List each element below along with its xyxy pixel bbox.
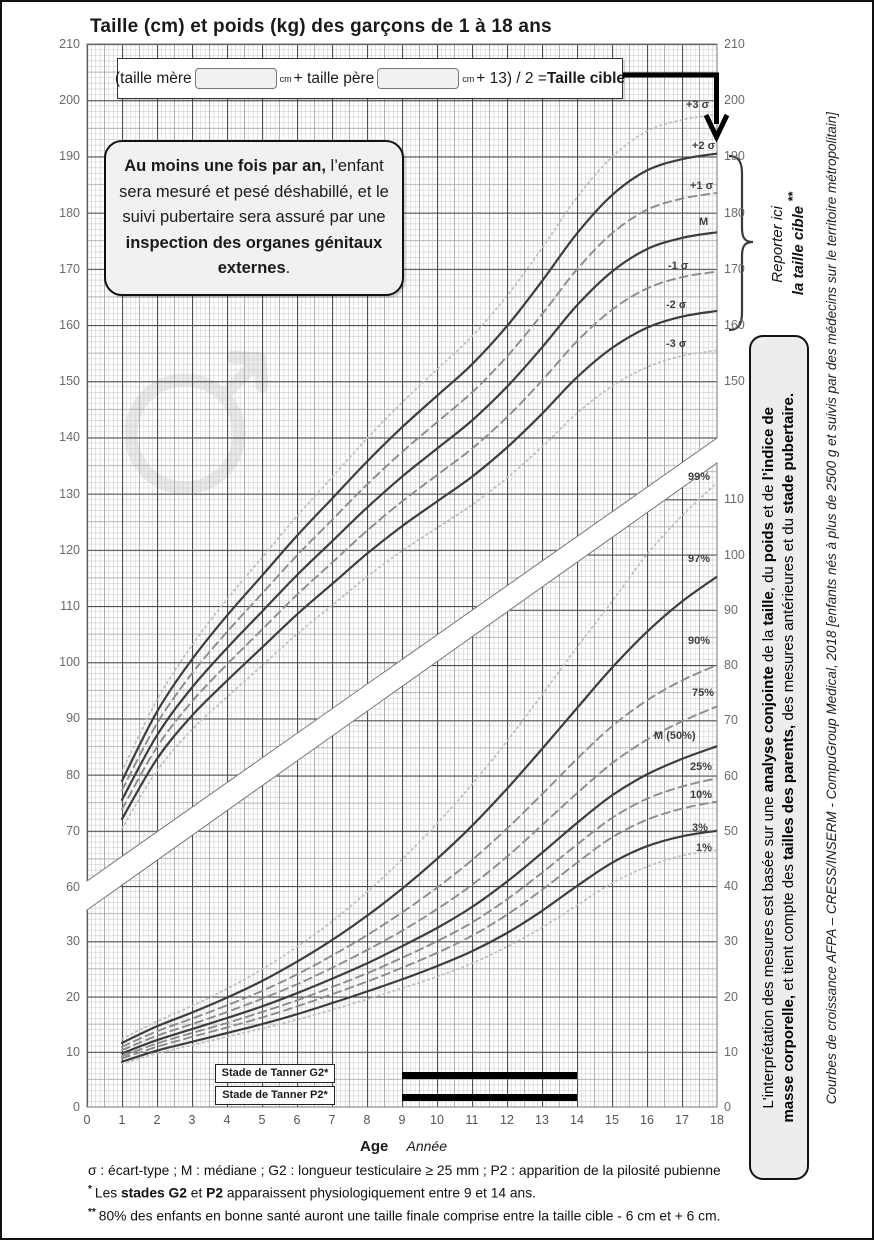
x-axis-tick: 2 [153, 1113, 161, 1127]
formula-part2: + taille père [293, 69, 375, 87]
x-axis-tick: 13 [535, 1113, 549, 1127]
footnote-target-height-marker: ** [88, 1206, 96, 1218]
formula-part3: + 13) / 2 = [476, 69, 547, 87]
weight-axis-tick-right: 50 [724, 823, 738, 838]
weight-axis-tick-right: 40 [724, 879, 738, 893]
weight-axis-tick-left: 30 [66, 934, 80, 949]
reporter-note [765, 158, 811, 330]
annotation-text2: . [285, 259, 291, 278]
height-axis-tick-right: 200 [724, 93, 745, 108]
height-axis-tick-left: 70 [66, 823, 80, 838]
weight-curve-label: 97% [688, 552, 711, 565]
x-axis-tick: 4 [223, 1113, 231, 1127]
height-axis-tick-left: 100 [59, 655, 80, 670]
reporter-line2: la taille cible ** [786, 192, 807, 296]
weight-curve-label: M (50%) [654, 730, 696, 743]
height-axis-tick-right: 210 [724, 37, 745, 51]
credit-caption: Courbes de croissance AFPA – CRESS/INSERM - CompuGroup Medical, 2018 [enfants nés à plus de 2500 g et suivis par des médecins sur le territoire métropolitain] [824, 112, 839, 1105]
height-axis-tick-right: 160 [724, 318, 745, 332]
measurement-annotation-box [104, 140, 404, 296]
x-axis-tick: 9 [398, 1113, 406, 1127]
x-axis-label-age: Age [360, 1138, 389, 1155]
height-curve-label: +2 σ [692, 139, 716, 152]
weight-curve-label: 10% [690, 789, 713, 802]
interpretation-box [749, 335, 809, 1180]
height-curve-label: -3 σ [666, 338, 687, 351]
weight-axis-tick-right: 10 [724, 1044, 738, 1059]
mother-height-input[interactable] [195, 68, 277, 89]
height-axis-tick-left: 130 [59, 486, 80, 501]
weight-curve-label: 3% [692, 821, 708, 834]
x-axis-tick: 10 [430, 1113, 444, 1127]
weight-curve-label: 1% [696, 842, 712, 855]
weight-curve-label: 99% [688, 470, 711, 483]
x-axis-tick: 3 [188, 1113, 196, 1127]
x-axis-tick: 18 [710, 1113, 724, 1127]
height-axis-tick-left: 190 [59, 149, 80, 164]
height-curve-label: -1 σ [668, 259, 689, 272]
mother-height-unit: cm [279, 73, 292, 84]
height-axis-tick-left: 180 [59, 205, 80, 220]
x-axis-tick: 6 [293, 1113, 301, 1127]
height-axis-tick-left: 150 [59, 374, 80, 389]
x-axis-label-unit: Année [406, 1138, 447, 1154]
weight-curve-label: 90% [688, 635, 711, 647]
father-height-input[interactable] [377, 68, 459, 89]
weight-axis-tick-right: 60 [724, 768, 738, 783]
footnote-target-height: ** 80% des enfants en bonne santé auront une taille finale comprise entre la taille cible - 6 cm et + 6 cm. [88, 1206, 721, 1224]
height-axis-tick-left: 110 [60, 599, 80, 613]
x-axis-tick: 5 [258, 1113, 266, 1127]
x-axis-tick: 14 [570, 1113, 584, 1127]
weight-axis-tick-right: 30 [724, 934, 738, 949]
weight-axis-tick-right: 20 [724, 989, 738, 1004]
formula-result: Taille cible [546, 69, 626, 87]
annotation-bold2: inspection des organes génitaux externes [125, 233, 383, 278]
weight-curve-label: 25% [690, 761, 713, 774]
weight-axis-tick-right: 110 [724, 492, 744, 507]
x-axis-label [360, 1138, 447, 1155]
height-axis-tick-left: 160 [59, 318, 80, 332]
tanner-p2-bar [402, 1094, 577, 1101]
height-axis-tick-right: 150 [724, 374, 745, 389]
annotation-text1: l’enfant sera mesuré et pesé déshabillé, et le suivi pubertaire sera assuré par une [119, 157, 389, 227]
weight-axis-tick-left: 10 [66, 1044, 80, 1059]
target-height-formula-box [114, 58, 626, 99]
interpretation-line2: masse corporelle, et tient compte des tailles des parents, des mesures antérieures et du stade pubertaire. [779, 392, 797, 1123]
x-axis-tick: 15 [605, 1113, 619, 1127]
formula-part1: (taille mère [114, 69, 192, 87]
x-axis-tick: 8 [363, 1113, 371, 1127]
x-axis-tick: 1 [118, 1113, 126, 1127]
height-axis-tick-right: 190 [724, 149, 745, 164]
x-axis-tick: 12 [500, 1113, 514, 1127]
page-title: Taille (cm) et poids (kg) des garçons de 1 à 18 ans [90, 16, 552, 37]
target-height-brace [729, 156, 753, 330]
height-axis-tick-left: 80 [66, 767, 80, 782]
height-curve-label: +1 σ [690, 179, 714, 192]
weight-axis-tick-right: 0 [724, 1100, 731, 1114]
height-axis-tick-right: 170 [724, 261, 745, 276]
x-axis-tick: 11 [465, 1113, 479, 1127]
height-axis-tick-left: 90 [66, 711, 80, 726]
footnote-definitions: σ : écart-type ; M : médiane ; G2 : longueur testiculaire ≥ 25 mm ; P2 : apparition de la pilosité pubienne [88, 1163, 721, 1178]
weight-axis-tick-left: 20 [66, 989, 80, 1004]
height-axis-tick-left: 210 [59, 37, 80, 51]
footnotes [88, 1161, 760, 1225]
weight-axis-tick-right: 100 [724, 547, 745, 562]
height-curve-label: M [699, 216, 709, 229]
x-axis-tick: 17 [675, 1113, 689, 1127]
footnote-tanner: * Les stades G2 et P2 apparaissent physiologiquement entre 9 et 14 ans. [88, 1184, 536, 1201]
x-axis-tick: 0 [83, 1113, 91, 1127]
reporter-marker: ** [786, 192, 800, 203]
height-axis-tick-left: 140 [59, 430, 80, 445]
weight-axis-tick-left: 0 [73, 1100, 80, 1114]
annotation-bold1: Au moins une fois par an, [124, 157, 326, 175]
height-curve-label: +3 σ [686, 99, 710, 112]
tanner-g2-label-box: Stade de Tanner G2* [215, 1064, 335, 1083]
height-curve-label: -2 σ [666, 298, 687, 311]
height-axis-tick-left: 60 [66, 880, 80, 894]
height-axis-tick-right: 180 [724, 205, 745, 220]
height-axis-tick-left: 120 [59, 542, 80, 557]
weight-axis-tick-right: 90 [724, 602, 738, 617]
reporter-line1: Reporter ici [769, 205, 786, 283]
tanner-g2-bar [402, 1072, 577, 1079]
weight-curve-label: 75% [692, 687, 715, 700]
x-axis-tick: 16 [640, 1113, 654, 1127]
height-axis-tick-left: 200 [59, 93, 80, 108]
footnote-tanner-marker: * [88, 1184, 92, 1195]
weight-axis-tick-right: 80 [724, 658, 738, 672]
interpretation-line1: L'interprétation des mesures est basée sur une analyse conjointe de la taille, du poids et de l’indice de [759, 406, 777, 1109]
height-axis-tick-left: 170 [59, 261, 80, 276]
weight-axis-tick-right: 70 [724, 713, 738, 728]
father-height-unit: cm [462, 73, 475, 84]
tanner-p2-label-box: Stade de Tanner P2* [215, 1086, 335, 1105]
x-axis-tick: 7 [328, 1113, 336, 1127]
